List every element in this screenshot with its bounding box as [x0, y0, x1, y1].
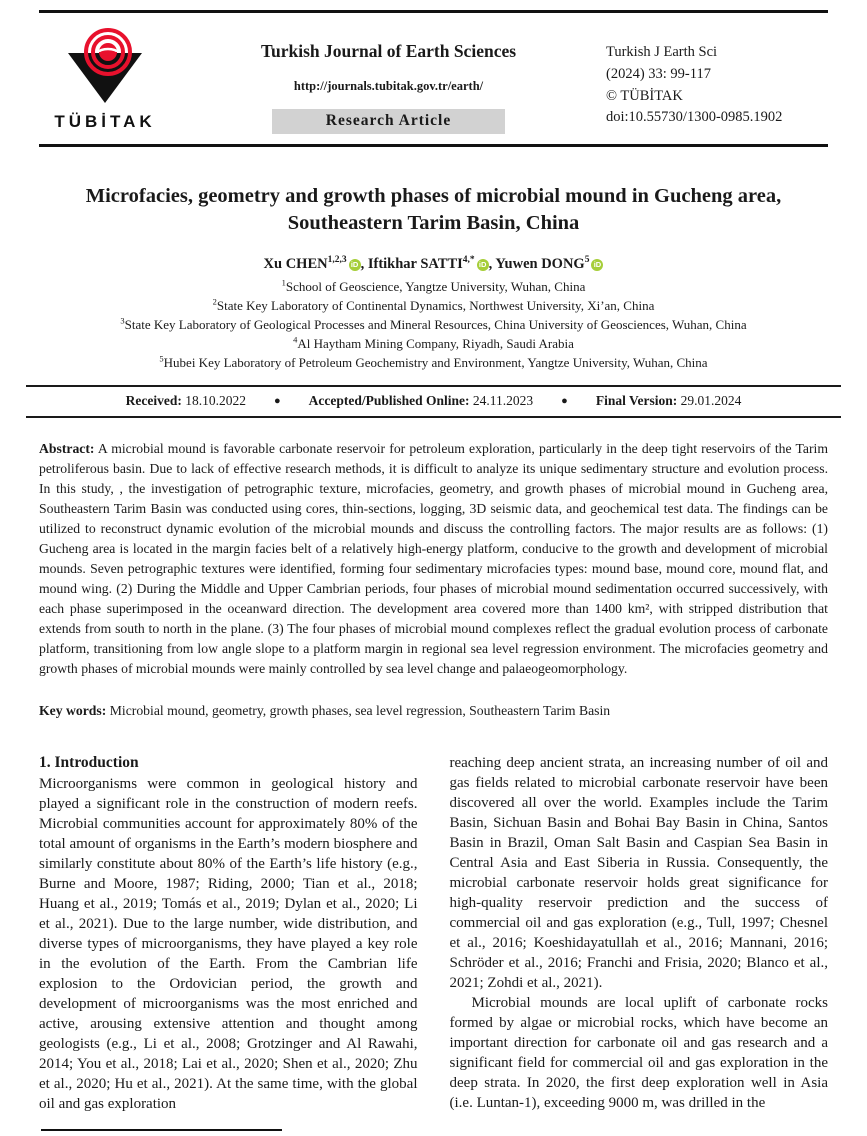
author-name: Yuwen DONG: [495, 256, 585, 272]
tubitak-logo-text: TÜBİTAK: [54, 112, 156, 131]
article-title-line2: Southeastern Tarim Basin, China: [287, 212, 580, 234]
final-version-date: [596, 393, 742, 409]
author-affil-sup: 5: [584, 255, 590, 266]
journal-header: [0, 13, 867, 144]
abstract-section: [39, 439, 828, 679]
orcid-icon[interactable]: iD: [477, 259, 489, 271]
citation-copyright: © TÜBİTAK: [606, 87, 683, 104]
affiliation-text: Al Haytham Mining Company, Riyadh, Saudi Arabia: [297, 336, 574, 351]
received-date: [126, 393, 246, 409]
accepted-date: [309, 393, 534, 409]
affiliation-number: 2: [212, 296, 217, 307]
orcid-icon[interactable]: iD: [591, 259, 603, 271]
right-column: [450, 753, 829, 1114]
affiliation-text: Hubei Key Laboratory of Petroleum Geochemistry and Environment, Yangtze University, Wuhan, China: [163, 355, 708, 370]
affiliation-number: 1: [281, 277, 286, 288]
author-affil-sup: 1,2,3: [327, 255, 347, 266]
affiliations-list: [0, 277, 867, 372]
author-separator: ,: [360, 256, 368, 272]
keywords-section: [39, 703, 828, 719]
tubitak-logo-icon: [61, 27, 149, 109]
final-version-value: 29.01.2024: [680, 393, 742, 408]
accepted-label: Accepted/Published Online:: [308, 393, 470, 408]
affiliation-number: 5: [159, 353, 164, 364]
section-heading-introduction: 1. Introduction: [39, 754, 139, 771]
keywords-text: Microbial mound, geometry, growth phases, sea level regression, Southeastern Tarim Basin: [109, 703, 611, 718]
citation-block: [606, 27, 828, 134]
authors-row: [0, 256, 867, 273]
dates-bar: [26, 385, 841, 418]
journal-url-link[interactable]: http://journals.tubitak.gov.tr/earth/: [293, 79, 484, 93]
body-columns: [39, 753, 828, 1114]
article-title-line1: Microfacies, geometry and growth phases of microbial mound in Gucheng area,: [85, 185, 782, 207]
journal-name: Turkish Journal of Earth Sciences: [260, 41, 517, 61]
tubitak-logo: [39, 27, 171, 134]
author-affil-sup: 4,*: [462, 255, 475, 266]
keywords-label: Key words:: [39, 703, 107, 718]
affiliation-text: School of Geoscience, Yangtze University, Wuhan, China: [285, 279, 586, 294]
author-name: Xu CHEN: [263, 256, 328, 272]
affiliation-number: 3: [120, 315, 125, 326]
article-type-badge: Research Article: [272, 109, 505, 134]
affiliation-line: [0, 296, 867, 315]
author-name: Iftikhar SATTI: [367, 256, 463, 272]
body-paragraph: reaching deep ancient strata, an increasing number of oil and gas fields related to microbial carbonate reservoir have been discovered all over the world. Examples include the Tarim Basin, Sichuan Basin and Bohai Bay Basin in China, Santos Basin in Brazil, Oman Salt Basin and Caspian Sea Basin in Central Asia and East Siberia in Russia. Consequently, the microbial carbonate reservoir holds great significance for high-quality reservoir prediction and the success of commercial oil and gas exploration (e.g., Tull, 1997; Chesnel et al., 2016; Koeshidayatullah et al., 2016; Mannani, 2016; Schröder et al., 2016; Franchi and Frisia, 2020; Blanco et al., 2021; Zohdi et al., 2021).: [449, 755, 828, 991]
citation-journal-abbrev: Turkish J Earth Sci: [606, 44, 718, 60]
accepted-value: 24.11.2023: [472, 393, 534, 408]
affiliation-line: [0, 315, 867, 334]
header-center: [171, 27, 606, 134]
bullet-icon: ●: [561, 395, 568, 407]
body-paragraph: Microorganisms were common in geological history and played a significant role in the construction of modern reefs. Microbial communities account for approximately 80% of the total amount of organisms in the Earth’s modern biosphere and similarly constitute about 80% of the Earth’s life history (e.g., Burne and Moore, 1987; Riding, 2000; Tian et al., 2018; Huang et al., 2019; Tomás et al., 2019; Dylan et al., 2020; Li et al., 2021). Due to the large number, wide distribution, and diverse types of microorganisms, they have played a key role in the evolution of the Earth. From the Cambrian life explosion to the Ordovician period, the growth and development of microorganisms was the most enriched and active, arousing extensive attention and thought among geologists (e.g., Li et al., 2008; Grotzinger and Al Rawahi, 2014; You et al., 2018; Lai et al., 2020; Shen et al., 2020; Zhu et al., 2020; Hu et al., 2021). At the same time, with the global oil and gas exploration: [39, 776, 418, 1112]
article-title: [0, 183, 867, 237]
affiliation-line: [0, 353, 867, 372]
affiliation-number: 4: [293, 334, 298, 345]
abstract-text: A microbial mound is favorable carbonate reservoir for petroleum exploration, particularly in the deep tight reservoirs of the Tarim petroliferous basin. Due to lack of effective research methods, it is difficult to analyze its unique sedimentary structure and evolution process. In this study, , the investigation of petrographic texture, microfacies, geometry, and growth phases of microbial mound in Gucheng area, Southeastern Tarim Basin was conducted using cores, thin-sections, logging, 3D seismic data, and geochemical test data. The findings can be utilized to reconstruct dynamic evolution of the microbial mounds and discuss the controlling factors. The major results are as follows: (1) Gucheng area is located in the margin facies belt of a relatively high-energy platform, conducive to the growth and development of microbial mounds. Seven petrographic textures were identified, forming four sedimentary microfacies types: mound base, mound core, mound flat, and mound wing. (2) During the Middle and Upper Cambrian periods, four phases of microbial mound sedimentation occurred successively, with each phase superimposed in the oceanward direction. The development area covered more than 1400 km², with stripped distribution that extends from south to north in the plane. (3) The four phases of microbial mound complexes reflect the gradual evolution process of carbonate platform, transitioning from low angle slope to a platform margin in regional sea level regression environment. The microfacies geometry and growth phases of microbial mounds were mainly controlled by sea level change and palaeogeomorphology.: [39, 441, 828, 676]
orcid-icon[interactable]: iD: [349, 259, 361, 271]
citation-doi[interactable]: doi:10.55730/1300-0985.1902: [606, 109, 783, 126]
body-paragraph: Microbial mounds are local uplift of carbonate rocks formed by algae or microbial rocks, which have become an important direction for carbonate oil and gas research and a significant field for commercial oil and gas exploration in the deep strata. In 2020, the first deep exploration well in Asia (i.e. Luntan-1), exceeding 9000 m, was drilled in the: [449, 995, 828, 1111]
header-bottom-rule: [39, 144, 828, 147]
affiliation-line: [0, 277, 867, 296]
received-value: 18.10.2022: [185, 393, 246, 408]
footnote-separator-rule: [41, 1129, 282, 1131]
abstract-label: Abstract:: [39, 441, 95, 456]
left-column: [39, 753, 418, 1114]
received-label: Received:: [125, 393, 182, 408]
final-version-label: Final Version:: [595, 393, 678, 408]
affiliation-text: State Key Laboratory of Continental Dynamics, Northwest University, Xi’an, China: [216, 298, 655, 313]
author-separator: ,: [488, 256, 496, 272]
bullet-icon: ●: [274, 395, 281, 407]
citation-volume-pages: (2024) 33: 99-117: [606, 65, 711, 82]
affiliation-line: [0, 334, 867, 353]
affiliation-text: State Key Laboratory of Geological Processes and Mineral Resources, China University of Geosciences, Wuhan, China: [124, 317, 747, 332]
